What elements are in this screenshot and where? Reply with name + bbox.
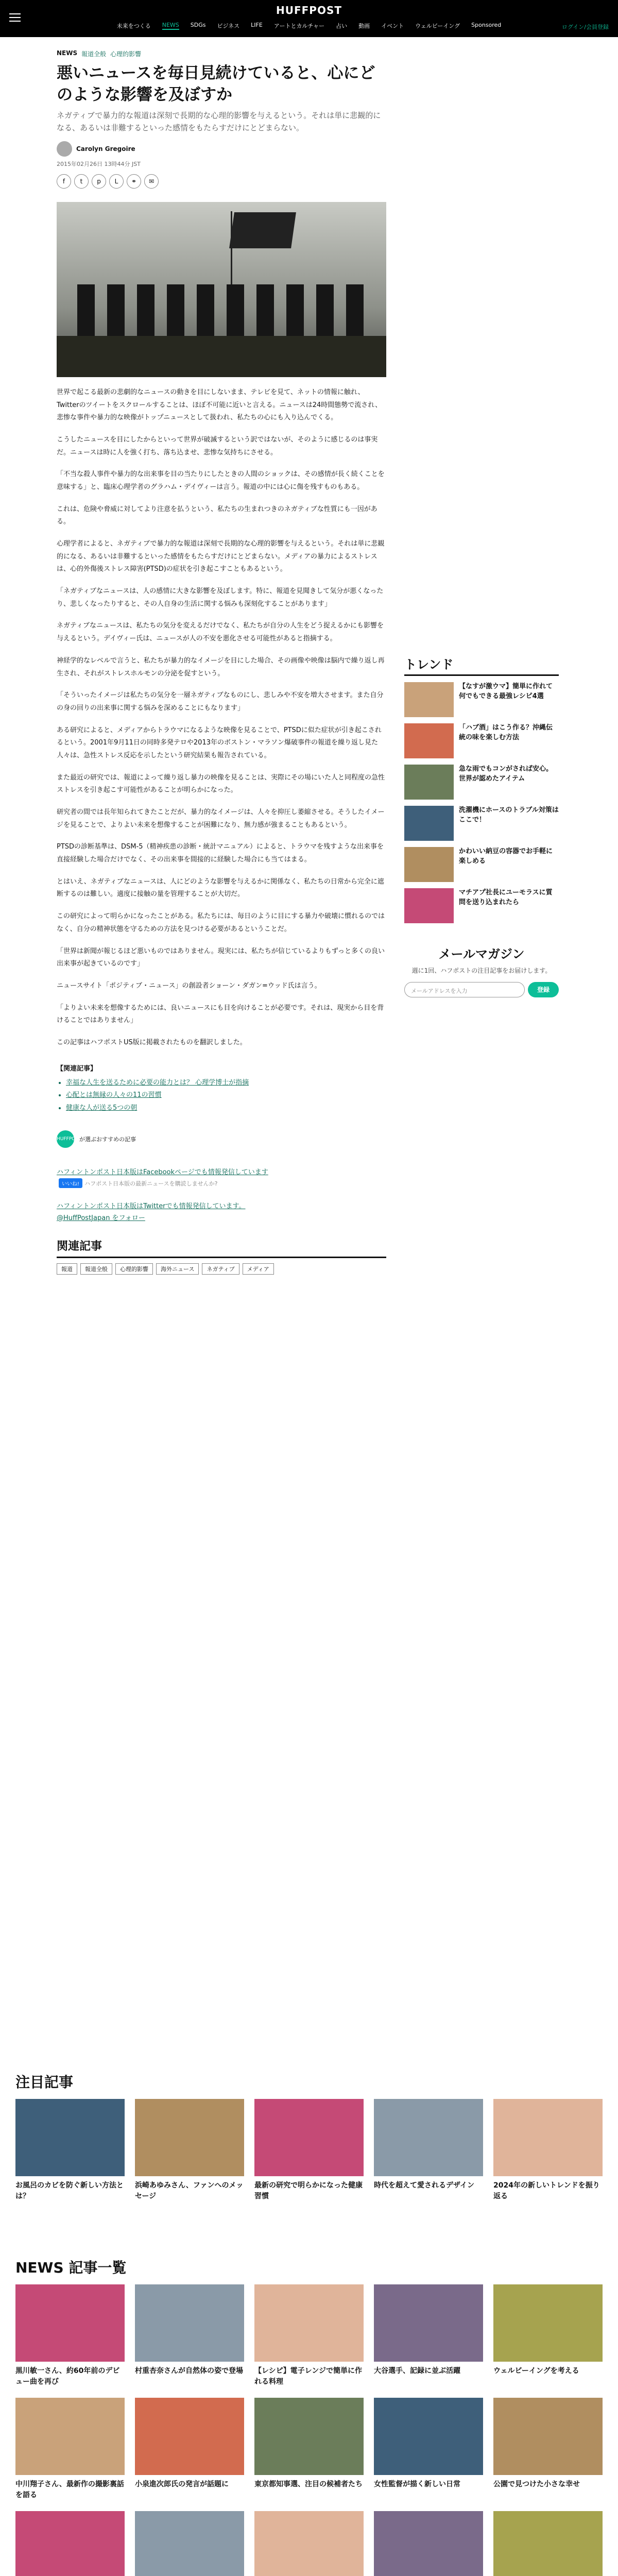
author-block [57,141,386,157]
news-thumbnail[interactable] [15,2511,125,2576]
featured-title[interactable]: 時代を超えて愛されるデザイン [374,2181,475,2190]
news-title[interactable]: 女性監督が描く新しい日常 [374,2480,460,2488]
news-title[interactable]: 小泉進次郎氏の発言が話題に [135,2480,229,2488]
featured-title[interactable]: 2024年の新しいトレンドを振り返る [493,2181,600,2200]
trend-thumbnail[interactable] [404,765,454,800]
trend-heading: トレンド [404,654,559,676]
nav-item[interactable]: 占い [336,23,348,29]
tag-chip[interactable]: 海外ニュース [156,1263,199,1275]
twitter-link[interactable]: ハフィントンポスト日本版はTwitterでも情報発信しています。 [57,1202,246,1210]
hero-image [57,202,386,377]
nav-item[interactable]: SDGs [190,22,206,28]
news-card[interactable] [15,2398,125,2501]
featured-section [15,2071,603,2202]
news-title[interactable]: 東京都知事選、注目の候補者たち [254,2480,363,2488]
featured-thumbnail[interactable] [374,2099,483,2176]
sidebar [404,654,559,997]
nav-item[interactable]: LIFE [251,22,263,28]
article-paragraph: 世界で起こる最新の悲劇的なニュースの動きを目にしないまま、テレビを見て、ネットの情報に触れ、Twitterのツイートをスクロールすることは、ほぼ不可能に近いと言える。ニュースは24時間態勢で流され、悲惨な事件や暴力的な映像がトップニュースとして扱われ、私たちの心にも入り込んでくる。 [57,388,382,422]
nav-item[interactable]: 動画 [358,23,370,29]
site-logo[interactable]: HUFFPOST [276,4,342,16]
twitter-follow-button[interactable]: @HuffPostJapan をフォロー [57,1214,145,1222]
tag-chip[interactable]: ネガティブ [202,1263,239,1275]
translation-note: この記事はハフポストUS版に掲載されたものを翻訳しました。 [57,1038,247,1046]
trend-thumbnail[interactable] [404,682,454,717]
newsletter-heading: メールマガジン [438,947,525,961]
news-thumbnail[interactable] [15,2398,125,2475]
article-paragraph: また最近の研究では、報道によって繰り返し暴力の映像を見ることは、実際にその場にいた人と同程度の急性ストレスを引き起こす可能性があることが明らかになった。 [57,773,385,794]
article-paragraph: 「そういったイメージは私たちの気分を一層ネガティブなものにし、悲しみや不安を増大させます。また自分の身の回りの出来事に関する悩みを深めることにもなります」 [57,691,384,712]
huffpost-promo: HUFFPOST が選ぶおすすめの記事 [57,1130,386,1148]
article-paragraph: 「世界は新聞が報じるほど悪いものではありません。現実には、私たちが信じているよりもずっと多くの良い出来事が起きているのです」 [57,947,385,968]
news-card[interactable] [135,2511,244,2576]
trend-title[interactable]: 【なすが激ウマ】簡単に作れて何でもできる最強レシピ4選 [459,683,553,700]
tag-chip[interactable]: 心理的影響 [115,1263,153,1275]
related-link[interactable]: • 健康な人が送る5つの朝 [66,1102,386,1115]
news-card[interactable] [374,2511,483,2576]
article-paragraph: とはいえ、ネガティブなニュースは、人にどのような影響を与えるかに関係なく、私たちの日常から完全に遮断するのは難しい。適度に接触の量を管理することが大切だ。 [57,877,384,899]
twitter-icon[interactable]: t [74,174,89,189]
trend-item[interactable] [404,806,559,841]
nav-item[interactable]: イベント [381,23,404,29]
article-paragraph: 神経学的なレベルで言うと、私たちが暴力的なイメージを目にした場合、その画像や映像は脳内で繰り返し再生され、それがストレスホルモンの分泌を促すという。 [57,656,385,677]
subscribe-button[interactable]: 登録 [528,982,559,997]
site-header [0,0,618,37]
facebook-icon[interactable]: f [57,174,71,189]
facebook-link[interactable]: ハフィントンポスト日本版はFacebookページでも情報発信しています [57,1168,268,1176]
news-title[interactable]: 中川翔子さん、最新作の撮影裏話を語る [15,2480,124,2499]
trend-item[interactable] [404,765,559,800]
news-thumbnail[interactable] [254,2511,364,2576]
featured-card[interactable] [15,2099,125,2202]
breadcrumb-item[interactable]: NEWS [57,49,78,57]
trend-thumbnail[interactable] [404,723,454,758]
news-thumbnail[interactable] [135,2284,244,2362]
tag-chip[interactable]: 報道 [57,1263,77,1275]
related-heading: 【関連記事】 [57,1064,97,1073]
tag-chip[interactable]: 報道全般 [80,1263,112,1275]
article-paragraph: 研究者の間では長年知られてきたことだが、暴力的なイメージは、人々を抑圧し萎縮させる。そうしたイメージを見ることで、よりよい未来を想像することが困難になり、無力感が強まることもあるという。 [57,808,385,829]
article-paragraph: この研究によって明らかになったことがある。私たちには、毎日のように目にする暴力や破壊に慣れるのではなく、自分の精神状態を守るための方法を見つける必要があるということだ。 [57,912,385,933]
nav-item[interactable]: NEWS [162,22,179,30]
trend-title[interactable]: 洗濯機にホースのトラブル対策はここで！ [459,806,559,824]
line-icon[interactable]: L [109,174,124,189]
news-list-section [15,2257,603,2576]
featured-title[interactable]: お風呂のカビを防ぐ新しい方法とは？ [15,2181,124,2200]
article-paragraph: PTSDの診断基準は、DSM-5（精神疾患の診断・統計マニュアル）によると、トラウマを残すような出来事を直接経験した場合だけでなく、その出来事を間接的に経験した場合にも当てはまる。 [57,843,384,864]
news-thumbnail[interactable] [374,2398,483,2475]
newsletter: メールマガジン 週に1回、ハフポストの注目記事をお届けします。 メールアドレスを入力 登録 [404,944,559,997]
news-card[interactable] [254,2511,364,2576]
tag-list [57,1263,386,1275]
news-thumbnail[interactable] [135,2398,244,2475]
article-paragraph: こうしたニュースを目にしたからといって世界が破滅するという訳ではないが、そのように感じるのは事実だ。ニュースは時に人を強く打ち、落ち込ませ、悲惨な気持ちにさせる。 [57,435,378,456]
news-thumbnail[interactable] [493,2284,603,2362]
article-paragraph: これは、危険や脅威に対してより注意を払うという、私たちの生まれつきのネガティブな性質にも一因がある。 [57,505,377,526]
trend-title[interactable]: 「ハブ酒」はこう作る？沖縄伝統の味を楽しむ方法 [459,724,553,741]
trend-item[interactable] [404,847,559,882]
news-title[interactable]: 公園で見つけた小さな幸せ [493,2480,580,2488]
author-name[interactable]: Carolyn Gregoire [76,145,135,152]
news-card[interactable] [15,2284,125,2387]
share-bar [57,174,386,189]
featured-thumbnail[interactable] [493,2099,603,2176]
email-field[interactable]: メールアドレスを入力 [404,982,525,997]
nav-item[interactable]: Sponsored [471,22,502,28]
article [57,49,386,1275]
related-list [57,1077,386,1115]
article-subtitle: ネガティブで暴力的な報道は深刻で長期的な心理的影響を与えるという。それは単に悲観的になる、あるいは非難するといった感情をもたらすだけにとどまらない。 [57,111,381,132]
login-link[interactable]: ログイン/会員登録 [561,24,609,30]
news-list-heading: NEWS 記事一覧 [15,2259,127,2276]
facebook-like-button[interactable]: いいね! [59,1178,82,1188]
news-card[interactable] [254,2284,364,2387]
featured-thumbnail[interactable] [135,2099,244,2176]
news-thumbnail[interactable] [135,2511,244,2576]
article-body [57,386,386,1027]
news-card[interactable] [254,2398,364,2501]
featured-card[interactable] [254,2099,364,2202]
news-card[interactable] [135,2284,244,2387]
news-title[interactable]: 大谷選手、記録に並ぶ活躍 [374,2367,460,2375]
trend-item[interactable] [404,723,559,758]
article-paragraph: ネガティブなニュースは、私たちの気分を変えるだけでなく、私たちが自分の人生をどう捉えるかにも影響を与えるという。デイヴィー氏は、ニュースが人の不安を悪化させる可能性があると指摘する。 [57,622,384,643]
news-title[interactable]: ウェルビーイングを考える [493,2367,579,2375]
trend-item[interactable] [404,682,559,717]
mail-icon[interactable]: ✉ [144,174,159,189]
nav-item[interactable]: ビジネス [217,23,240,29]
news-thumbnail[interactable] [254,2398,364,2475]
news-card[interactable] [374,2284,483,2387]
news-card[interactable] [493,2284,603,2387]
featured-card[interactable] [493,2099,603,2202]
news-thumbnail[interactable] [374,2284,483,2362]
article-title: 悪いニュースを毎日見続けていると、心にどのような影響を及ぼすか [57,64,375,105]
article-paragraph: ニュースサイト「ポジティブ・ニュース」の創設者ショーン・ダガン=ウッド氏は言う。 [57,981,321,990]
trend-title[interactable]: かわいい納豆の容器でお手軽に楽しめる [459,848,553,865]
link-icon[interactable]: ⚭ [127,174,141,189]
news-thumbnail[interactable] [493,2398,603,2475]
top-nav [0,22,618,30]
featured-card[interactable] [135,2099,244,2202]
article-paragraph: 「ネガティブなニュースは、人の感情に大きな影響を及ぼします。特に、報道を見聞きして気分が悪くなったり、悲しくなったりすると、その人自身の生活に関する悩みも深刻化することがあります」 [57,587,384,608]
featured-thumbnail[interactable] [15,2099,125,2176]
article-paragraph: 心理学者によると、ネガティブで暴力的な報道は深刻で長期的な心理的影響を与えるという。それは単に悲観的になる、あるいは非難するといった感情をもたらすだけにとどまらない。メディアの暴力によるストレスは、心的外傷後ストレス障害(PTSD)の症状を引き起こすこともあるという。 [57,540,385,573]
breadcrumb-item[interactable]: 報道全般 [81,50,107,58]
news-card[interactable] [15,2511,125,2576]
nav-item[interactable]: アートとカルチャー [273,23,325,29]
nav-item[interactable]: ウェルビーイング [415,23,460,29]
article-paragraph: ある研究によると、メディアからトラウマになるような映像を見ることで、PTSDに似た症状が引き起こされるという。2001年9月11日の同時多発テロや2013年のボストン・マラソン爆破事件の報道を繰り返し見た人々は、急性ストレス反応を示したという研究結果も報告されている。 [57,726,382,759]
featured-thumbnail[interactable] [254,2099,364,2176]
news-title[interactable]: 黒川敏一さん、約60年前のデビュー曲を再び [15,2367,120,2386]
related-articles-heading: 関連記事 [57,1238,386,1258]
news-thumbnail[interactable] [15,2284,125,2362]
featured-heading: 注目記事 [15,2074,74,2091]
news-card[interactable] [493,2511,603,2576]
trend-item[interactable] [404,888,559,923]
trend-title[interactable]: 急な雨でもコンがされば安心。世界が認めたアイテム [459,765,553,783]
featured-card[interactable] [374,2099,483,2202]
news-thumbnail[interactable] [374,2511,483,2576]
trend-title[interactable]: マチアプ社長にユーモラスに質問を送り込まれたら [459,889,553,906]
facebook-promo: ハフィントンポスト日本版はFacebookページでも情報発信しています いいね! ハフポスト日本版の最新ニュースを購読しませんか? [57,1168,268,1187]
avatar[interactable] [57,141,72,157]
nav-item[interactable]: 未来をつくる [116,23,151,29]
trend-thumbnail[interactable] [404,847,454,882]
featured-title[interactable]: 最新の研究で明らかになった健康習慣 [254,2181,363,2200]
trend-thumbnail[interactable] [404,888,454,923]
news-title[interactable]: 【レシピ】電子レンジで簡単に作れる料理 [254,2367,362,2386]
article-paragraph: 「不当な殺人事件や暴力的な出来事を目の当たりにしたときの人間のショックは、その感情が長く続くことを意味する」と、臨床心理学者のグラハム・デイヴィーは言う。報道の中には心に傷を残すものもある。 [57,470,385,491]
news-thumbnail[interactable] [254,2284,364,2362]
featured-title[interactable]: 浜崎あゆみさん、ファンへのメッセージ [135,2181,244,2200]
twitter-promo [57,1200,386,1222]
huffpost-logo-icon: HUFFPOST [57,1130,74,1148]
breadcrumb-item[interactable]: 心理的影響 [110,50,142,58]
breadcrumb [57,49,386,58]
tag-chip[interactable]: メディア [243,1263,274,1275]
pinterest-icon[interactable]: p [92,174,106,189]
related-link[interactable]: • 幸福な人生を送るために必要の能力とは？ 心理学博士が指摘 [66,1077,386,1090]
news-thumbnail[interactable] [493,2511,603,2576]
article-paragraph: 「よりよい未来を想像するためには、良いニュースにも目を向けることが必要です。それは、現実から目を背けることではありません」 [57,1004,384,1025]
trend-thumbnail[interactable] [404,806,454,841]
publish-date: 2015年02月26日 13時44分 JST [57,160,141,167]
related-link[interactable]: • 心配とは無縁の人々の11の習慣 [66,1089,386,1102]
news-card[interactable] [135,2398,244,2501]
news-title[interactable]: 村重杏奈さんが自然体の姿で登場 [135,2367,243,2375]
news-card[interactable] [374,2398,483,2501]
news-card[interactable] [493,2398,603,2501]
